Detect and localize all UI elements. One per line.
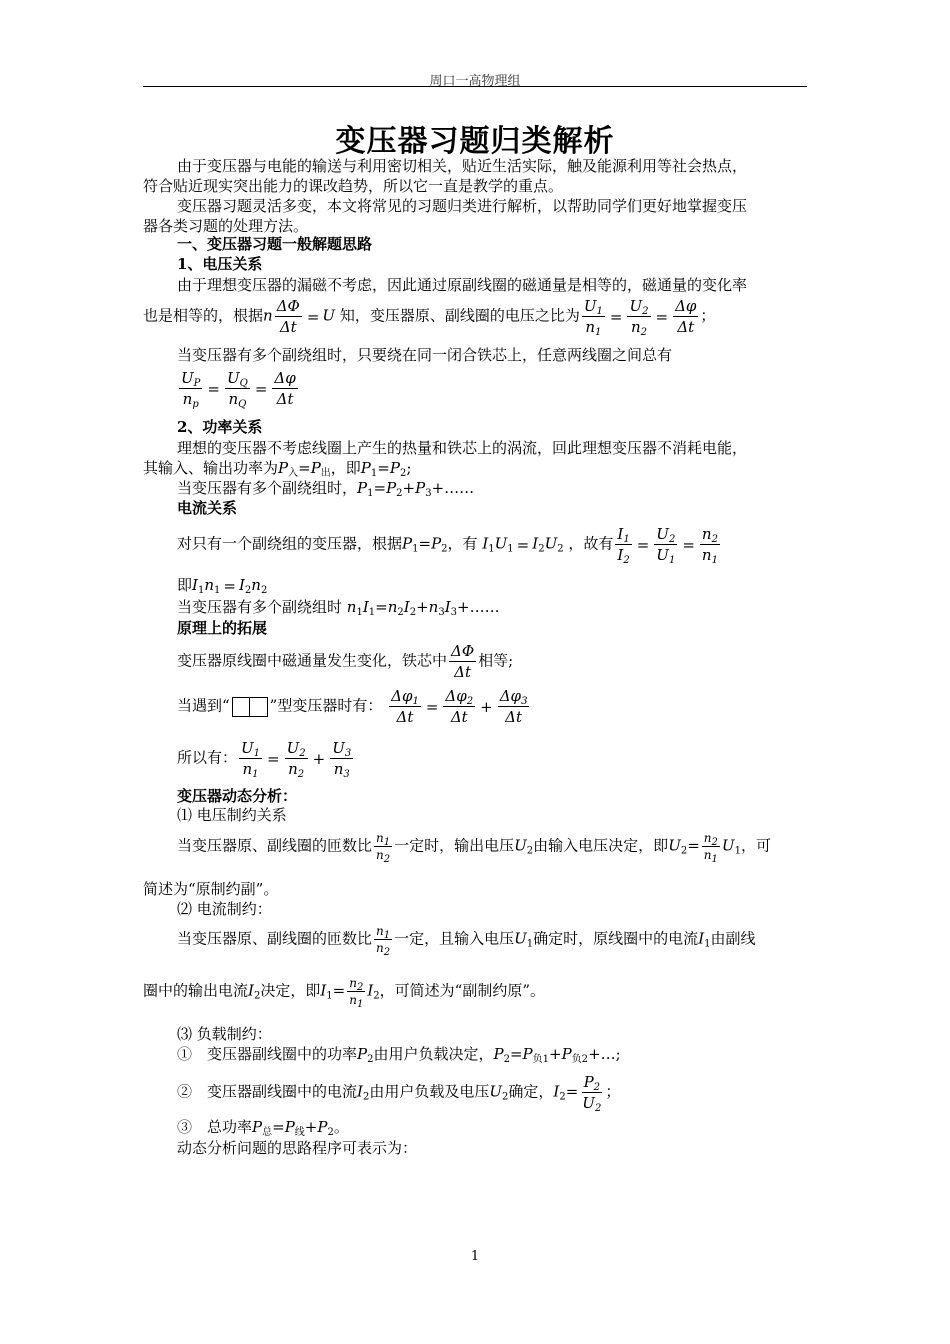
current-constraint-text-cont: 圈中的输出电流$I_2$决定，即$I_1=$ $\frac{n_2}{n_1}$ $I_2$，可简述为“副制约原”。 [143,976,545,1010]
voltage-constraint-text: 当变压器原、副线圈的匝数比 $\frac{n_1}{n_2}$ 一定时，输出电压$U_2$由输入电压决定，即$U_2=$ $\frac{n_2}{n_1}$ $U_1$，可 [177,831,771,865]
page-header: 周口一高物理组 [429,74,521,89]
current-text-3: 当变压器有多个副绕组时 $n_1I_1=n_2I_2+n_3I_3+\dots\dots$ [177,598,500,618]
intro-paragraph-1: 由于变压器与电能的输送与利用密切相关，贴近生活实际，触及能源利用等社会热点， [177,157,748,175]
voltage-text-1: 由于理想变压器的漏磁不考虑，因此通过原副线圈的磁通量是相等的，磁通量的变化率 [177,276,748,294]
voltage-text-2: 也是相等的，根据n $\frac{\Delta\Phi}{\Delta t}$ = U 知，变压器原、副线圈的电压之比为 $\frac{U_1}{n_1}$ = $\frac{U_2}{n_2}$ = $\frac{\Delta\varphi}{\Delta t}$ ； [143,297,716,338]
load-item-2: ② 变压器副线圈中的电流$I_2$由用户负载及电压$U_2$确定，$I_2=$ $\frac{P_2}{U_2}$ ； [177,1073,621,1114]
intro-paragraph-2-cont: 器各类习题的处理方法。 [143,217,309,235]
extension-text-1: 变压器原线圈中磁通量发生变化，铁芯中 $\frac{\Delta\Phi}{\Delta t}$ 相等; [177,642,514,681]
subheading-extension: 原理上的拓展 [177,619,268,637]
current-constraint-text: 当变压器原、副线圈的匝数比 $\frac{n_1}{n_2}$ 一定，且输入电压$U_1$确定时，原线圈中的电流$I_1$由副线 [177,924,756,958]
document-title: 变压器习题归类解析 [335,124,615,159]
subheading-voltage: 1、电压关系 [177,255,263,273]
voltage-formula-multi: $\frac{U_P}{n_p}$ = $\frac{U_Q}{n_Q}$ = $\frac{\Delta\varphi}{\Delta t}$ [181,369,296,410]
current-text-2: 即$I_1n_1 = I_2n_2$ [177,576,268,596]
intro-paragraph-2: 变压器习题灵活多变，本文将常见的习题归类进行解析，以帮助同学们更好地掌握变压 [177,197,748,215]
page-number: 1 [470,1249,480,1264]
current-text-1: 对只有一个副绕组的变压器，根据$P_1=P_2$，有 $I_1U_1 = I_2U_2$ ，故有 $\frac{I_1}{I_2}$ = $\frac{U_2}{U_1}$ = $\frac{n_2}{n_1}$ [177,525,718,566]
intro-paragraph-1-cont: 符合贴近现实突出能力的课改趋势，所以它一直是教学的重点。 [143,177,564,195]
dynamic-summary-text: 动态分析问题的思路程序可表示为： [177,1139,418,1157]
power-text-3: 当变压器有多个副绕组时，$P_1=P_2+P_3+\dots\dots$ [177,479,475,499]
current-constraint-title: ⑵ 电流制约： [177,900,272,918]
load-item-3: ③ 总功率$P_总=P_线+P_2$。 [177,1118,349,1138]
extension-text-2: 当遇到“ ”型变压器时有： $\frac{\Delta\varphi_1}{\Delta t}$ = $\frac{\Delta\varphi_2}{\Delta t}$ + $\frac{\Delta\varphi_3}{\Delta t}$ [177,687,528,726]
voltage-text-3: 当变压器有多个副绕组时，只要绕在同一闭合铁芯上，任意两线圈之间总有 [177,346,673,364]
subheading-current: 电流关系 [177,499,238,517]
load-item-1: ① 变压器副线圈中的功率$P_2$由用户负载决定，$P_2=P_{负1}+P_{负2}+\dots$; [177,1045,621,1065]
header-rule [143,86,807,87]
power-text-1: 理想的变压器不考虑线圈上产生的热量和铁芯上的涡流，回此理想变压器不消耗电能， [177,439,748,457]
load-constraint-title: ⑶ 负载制约： [177,1025,272,1043]
power-text-2: 其输入、输出功率为$P_入=P_出$，即$P_1=P_2$; [143,459,412,479]
section-heading-dynamic: 变压器动态分析： [177,787,298,805]
subheading-power: 2、功率关系 [177,418,263,436]
extension-text-3: 所以有： $\frac{U_1}{n_1}$ = $\frac{U_2}{n_2}$ + $\frac{U_3}{n_3}$ [177,739,352,780]
voltage-constraint-text-cont: 简述为“原制约副”。 [143,880,279,898]
section-heading-1: 一、变压器习题一般解题思路 [177,235,373,253]
voltage-constraint-title: ⑴ 电压制约关系 [177,806,287,824]
core-shape-icon [232,697,268,717]
